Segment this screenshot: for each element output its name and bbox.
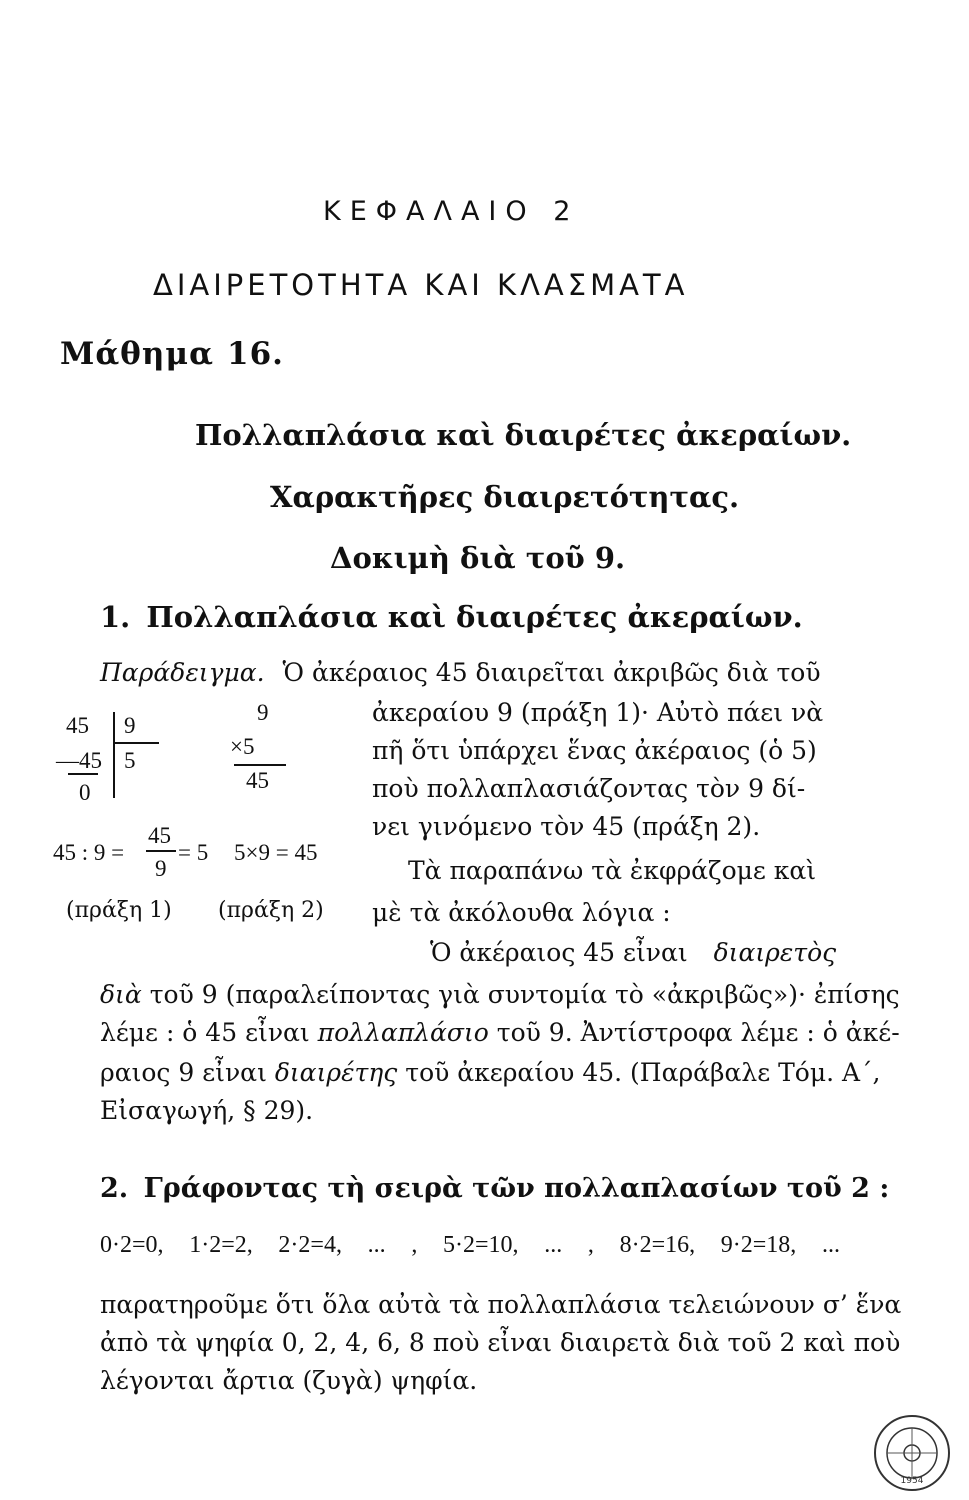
right-line-1: ἀκεραίου 9 (πράξη 1)· Αὐτὸ πάει νὰ (372, 698, 824, 727)
fraction-bar (146, 850, 176, 852)
paragraph-1-text: Ὁ ἀκέραιος 45 εἶναι (430, 938, 688, 967)
chapter-heading: ΚΕΦΑΛΑΙΟ 2 (323, 196, 580, 227)
right-line-6: μὲ τὰ ἀκόλουθα λόγια : (372, 898, 671, 927)
fraction-denominator: 9 (155, 856, 167, 881)
equation-lhs: 45 : 9 = (53, 840, 125, 865)
library-stamp (872, 1413, 952, 1493)
term-multiple: πολλαπλάσιο (317, 1018, 489, 1047)
section-2-line-3: λέγονται ἄρτια (ζυγὰ) ψηφία. (100, 1366, 478, 1395)
paragraph-line-4 (100, 1058, 881, 1087)
example-label: Παράδειγμα. (100, 658, 265, 687)
lesson-label: Μάθημα (60, 336, 214, 372)
paragraph-line-2 (100, 980, 900, 1009)
example-text: Ὁ ἀκέραιος 45 διαιρεῖται ἀκριβῶς διὰ τοῦ (282, 658, 821, 687)
section-1-title: Πολλαπλάσια καὶ διαιρέτες ἀκεραίων. (146, 600, 803, 634)
division-subtrahend: —45 (56, 748, 102, 773)
section-2-heading (100, 1173, 889, 1204)
mult-top: 9 (257, 700, 269, 725)
multiples-sequence: 0·2=0, 1·2=2, 2·2=4, ... , 5·2=10, ... , 8·2=16, 9·2=18, ... (100, 1232, 840, 1258)
division-remainder: 0 (79, 780, 91, 805)
topic-3: Δοκιμὴ διὰ τοῦ 9. (330, 541, 626, 575)
stamp-seal-icon (872, 1413, 952, 1493)
mult-factor: ×5 (230, 734, 255, 759)
paragraph-2-em: διὰ (100, 980, 142, 1009)
right-line-3: ποὺ πολλαπλασιάζοντας τὸν 9 δί- (372, 774, 806, 803)
paragraph-3-pre: λέμε : ὁ 45 εἶναι (100, 1018, 310, 1047)
paragraph-4-pre: ραιος 9 εἶναι (100, 1058, 267, 1087)
fraction-numerator: 45 (148, 823, 171, 848)
division-vertical-rule (113, 712, 115, 798)
paragraph-4-post: τοῦ ἀκεραίου 45. (Παράβαλε Τόμ. Α΄, (405, 1058, 881, 1087)
division-divisor: 9 (124, 713, 136, 738)
section-1-heading (100, 600, 803, 634)
right-line-5: Τὰ παραπάνω τὰ ἐκφράζομε καὶ (408, 856, 817, 885)
stamp-year: 1954 (900, 1476, 924, 1486)
equation-product: 5×9 = 45 (234, 840, 318, 865)
section-2-title: Γράφοντας τὴ σειρὰ τῶν πολλαπλασίων τοῦ 2 : (143, 1173, 890, 1204)
operation-label-1: (πράξη 1) (66, 898, 172, 923)
paragraph-line-3 (100, 1018, 900, 1047)
paragraph-3-post: τοῦ 9. Ἀντίστροφα λέμε : ὁ ἀκέ- (496, 1018, 900, 1047)
right-line-2: πῆ ὅτι ὑπάρχει ἕνας ἀκέραιος (ὁ 5) (372, 736, 817, 765)
division-quotient: 5 (124, 748, 136, 773)
paragraph-2-text: τοῦ 9 (παραλείποντας γιὰ συντομία τὸ «ἀκριβῶς»)· ἐπίσης (149, 980, 900, 1009)
division-dividend: 45 (66, 713, 89, 738)
term-divisor: διαιρέτης (274, 1058, 398, 1087)
division-subtract-rule (68, 773, 98, 775)
paragraph-line-5: Εἰσαγωγή, § 29). (100, 1096, 314, 1125)
topic-1: Πολλαπλάσια καὶ διαιρέτες ἀκεραίων. (195, 418, 852, 452)
chapter-title: ΔΙΑΙΡΕΤΟΤΗΤΑ ΚΑΙ ΚΛΑΣΜΑΤΑ (153, 268, 689, 302)
equation-rhs: = 5 (178, 840, 209, 865)
topic-2: Χαρακτῆρες διαιρετότητας. (270, 480, 740, 514)
lesson-heading (60, 336, 284, 372)
term-divisible: διαιρετὸς (713, 938, 837, 967)
mult-rule (234, 764, 286, 766)
section-2-number: 2. (100, 1173, 129, 1204)
mult-result: 45 (246, 768, 269, 793)
operation-label-2: (πράξη 2) (218, 898, 324, 923)
right-line-4: νει γινόμενο τὸν 45 (πράξη 2). (372, 812, 761, 841)
lesson-number: 16. (227, 336, 284, 372)
section-1-number: 1. (100, 600, 131, 634)
division-quotient-rule (113, 742, 159, 744)
section-2-line-1: παρατηροῦμε ὅτι ὅλα αὐτὰ τὰ πολλαπλάσια τελειώνουν σ’ ἕνα (100, 1290, 902, 1319)
section-2-line-2: ἀπὸ τὰ ψηφία 0, 2, 4, 6, 8 ποὺ εἶναι διαιρετὰ διὰ τοῦ 2 καὶ ποὺ (100, 1328, 901, 1357)
example-line (100, 658, 821, 687)
paragraph-line-1 (430, 938, 836, 967)
